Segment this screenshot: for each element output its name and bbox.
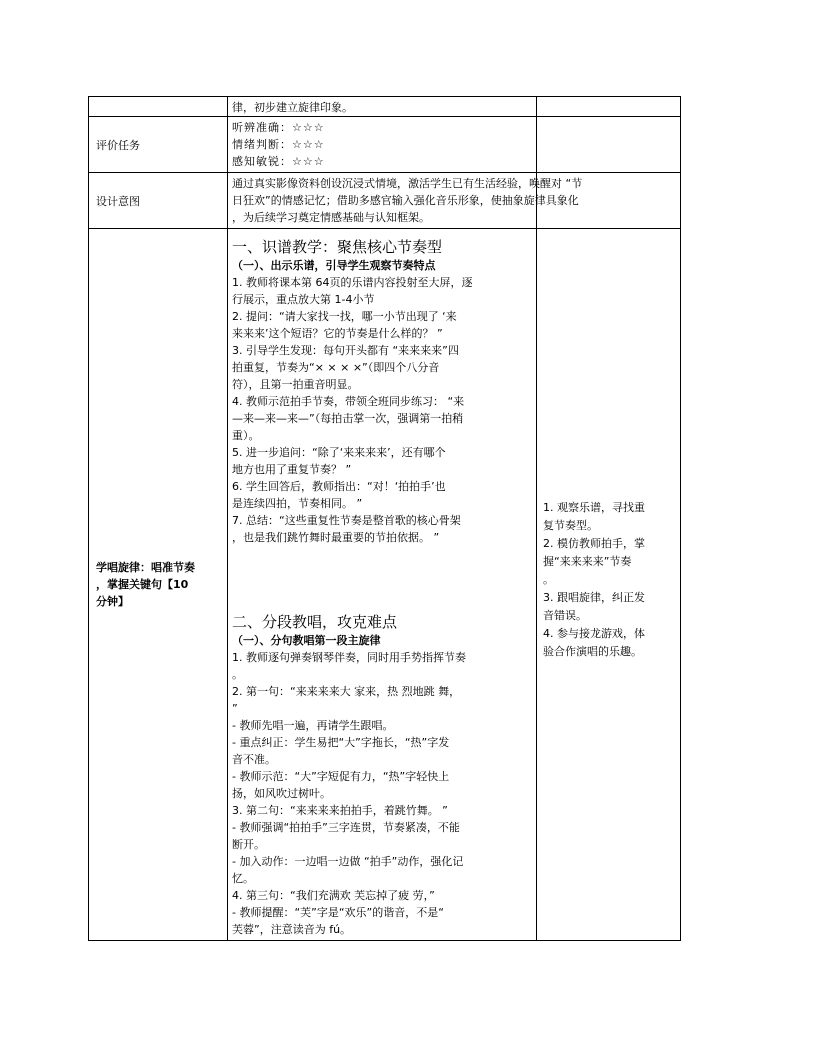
paragraph-line: 3. 第二句：“来来来来拍拍手，着跳竹舞。 ” <box>232 804 448 817</box>
evaluation-label: 评价任务 <box>89 117 228 173</box>
evaluation-content <box>228 117 537 173</box>
paragraph-line: 来来来’这个短语？它的节奏是什么样的？ ” <box>232 327 443 340</box>
singing-label-line: ，掌握关键句【10 <box>96 578 189 591</box>
evaluation-line: 情绪判断：☆☆☆ <box>232 138 325 151</box>
paragraph-line: 忆。 <box>232 872 254 885</box>
paragraph-line: 2. 提问：“请大家找一找，哪一小节出现了 ‘来 <box>232 310 457 323</box>
activity-line: 。 <box>543 573 554 586</box>
paragraph-line: 6. 学生回答后，教师指出：“对！‘拍拍手’也 <box>232 480 446 493</box>
paragraph-line: - 重点纠正：学生易把“大”字拖长，“热”字发 <box>232 736 450 749</box>
evaluation-line: 感知敏锐：☆☆☆ <box>232 155 325 168</box>
activity-line: 2. 模仿教师拍手，掌 <box>543 537 645 550</box>
paragraph-line: - 教师先唱一遍，再请学生跟唱。 <box>232 719 394 732</box>
empty-cell <box>537 117 681 173</box>
top-text: 律，初步建立旋律印象。 <box>232 101 353 114</box>
paragraph-line: - 教师提醒：“芙”字是“欢乐”的谐音，不是“ <box>232 906 444 919</box>
paragraph-line: 符），且第一拍重音明显。 <box>232 378 359 391</box>
paragraph-line: 2. 第一句：“来来来来大 家来，热 烈地跳 舞， <box>232 685 461 698</box>
sub-title: （一）、分句教唱第一段主旋律 <box>232 634 381 647</box>
paragraph-line: 重）。 <box>232 429 260 442</box>
paragraph-line: 芙蓉”，注意读音为 fú。 <box>232 923 352 936</box>
paragraph-line: 行展示，重点放大第 1-4小节 <box>232 293 375 306</box>
paragraph-line: —来—来—来—”（每拍击掌一次，强调第一拍稍 <box>232 412 464 425</box>
paragraph-line: - 加入动作：一边唱一边做 “拍手”动作，强化记 <box>232 855 464 868</box>
paragraph-line: ，也是我们跳竹舞时最重要的节拍依据。 ” <box>232 531 440 544</box>
activity-line: 验合作演唱的乐趣。 <box>543 645 642 658</box>
paragraph-line: 3. 引导学生发现：每句开头都有 “来来来来”四 <box>232 344 459 357</box>
paragraph-line: 断开。 <box>232 838 265 851</box>
top-content-cell <box>228 97 537 117</box>
activity-line: 4. 参与接龙游戏，体 <box>543 627 645 640</box>
design-content <box>228 173 583 229</box>
paragraph-line: - 教师示范：“大”字短促有力，“热”字轻快上 <box>232 770 450 783</box>
activity-line: 3. 跟唱旋律，纠正发 <box>543 591 645 604</box>
empty-cell <box>89 97 228 117</box>
paragraph-line: 5. 进一步追问：“除了‘来来来来’，还有哪个 <box>232 446 446 459</box>
singing-content <box>228 229 537 941</box>
paragraph-line: 7. 总结：“这些重复性节奏是整首歌的核心骨架 <box>232 514 461 527</box>
table-row-singing <box>89 229 681 941</box>
paragraph-line: ” <box>232 702 238 715</box>
sub-title: （一）、出示乐谱，引导学生观察节奏特点 <box>232 259 436 272</box>
paragraph-line: 4. 第三句：“我们充满欢 芙忘掉了疲 劳，” <box>232 889 435 902</box>
activity-line: 1. 观察乐谱，寻找重 <box>543 501 645 514</box>
paragraph-line: 音不准。 <box>232 753 276 766</box>
paragraph-line: 拍重复，节奏为“× × × ×”（即四个八分音 <box>232 361 440 374</box>
paragraph-line: 1. 教师逐句弹奏钢琴伴奏，同时用手势指挥节奏 <box>232 651 466 664</box>
design-line: ，为后续学习奠定情感基础与认知框架。 <box>232 211 430 224</box>
design-label: 设计意图 <box>89 173 228 229</box>
singing-label <box>89 229 228 941</box>
paragraph-line: 4. 教师示范拍手节奏，带领全班同步练习： “来 <box>232 395 465 408</box>
section-title: 一、识谱教学：聚焦核心节奏型 <box>232 238 443 256</box>
table-row-top <box>89 97 681 117</box>
paragraph-line: 是连续四拍，节奏相同。 ” <box>232 497 363 510</box>
evaluation-line: 听辨准确：☆☆☆ <box>232 121 325 134</box>
paragraph-line: 1. 教师将课本第 64页的乐谱内容投射至大屏，逐 <box>232 276 473 289</box>
singing-label-line: 学唱旋律：唱准节奏 <box>96 561 195 574</box>
table-row-evaluation <box>89 117 681 173</box>
activity-line: 复节奏型。 <box>543 519 598 532</box>
singing-label-line: 分钟】 <box>96 595 129 608</box>
paragraph-line: - 教师强调“拍拍手”三字连贯，节奏紧凑，不能 <box>232 821 460 834</box>
section-title: 二、分段教唱，攻克难点 <box>232 613 398 631</box>
activity-line: 音错误。 <box>543 609 587 622</box>
lesson-plan-table <box>88 96 681 941</box>
design-line: 日狂欢”的情感记忆；借助多感官输入强化音乐形象，使抽象旋律具象化 <box>232 194 579 207</box>
empty-cell <box>537 97 681 117</box>
activity-line: 握“来来来来”节奏 <box>543 555 632 568</box>
paragraph-line: 地方也用了重复节奏？ ” <box>232 463 352 476</box>
paragraph-line: 。 <box>232 668 243 681</box>
paragraph-line: 扬，如风吹过树叶。 <box>232 787 331 800</box>
student-activities <box>537 229 681 941</box>
design-line: 通过真实影像资料创设沉浸式情境，激活学生已有生活经验，唤醒对 “节 <box>232 177 583 190</box>
table-row-design <box>89 173 681 229</box>
